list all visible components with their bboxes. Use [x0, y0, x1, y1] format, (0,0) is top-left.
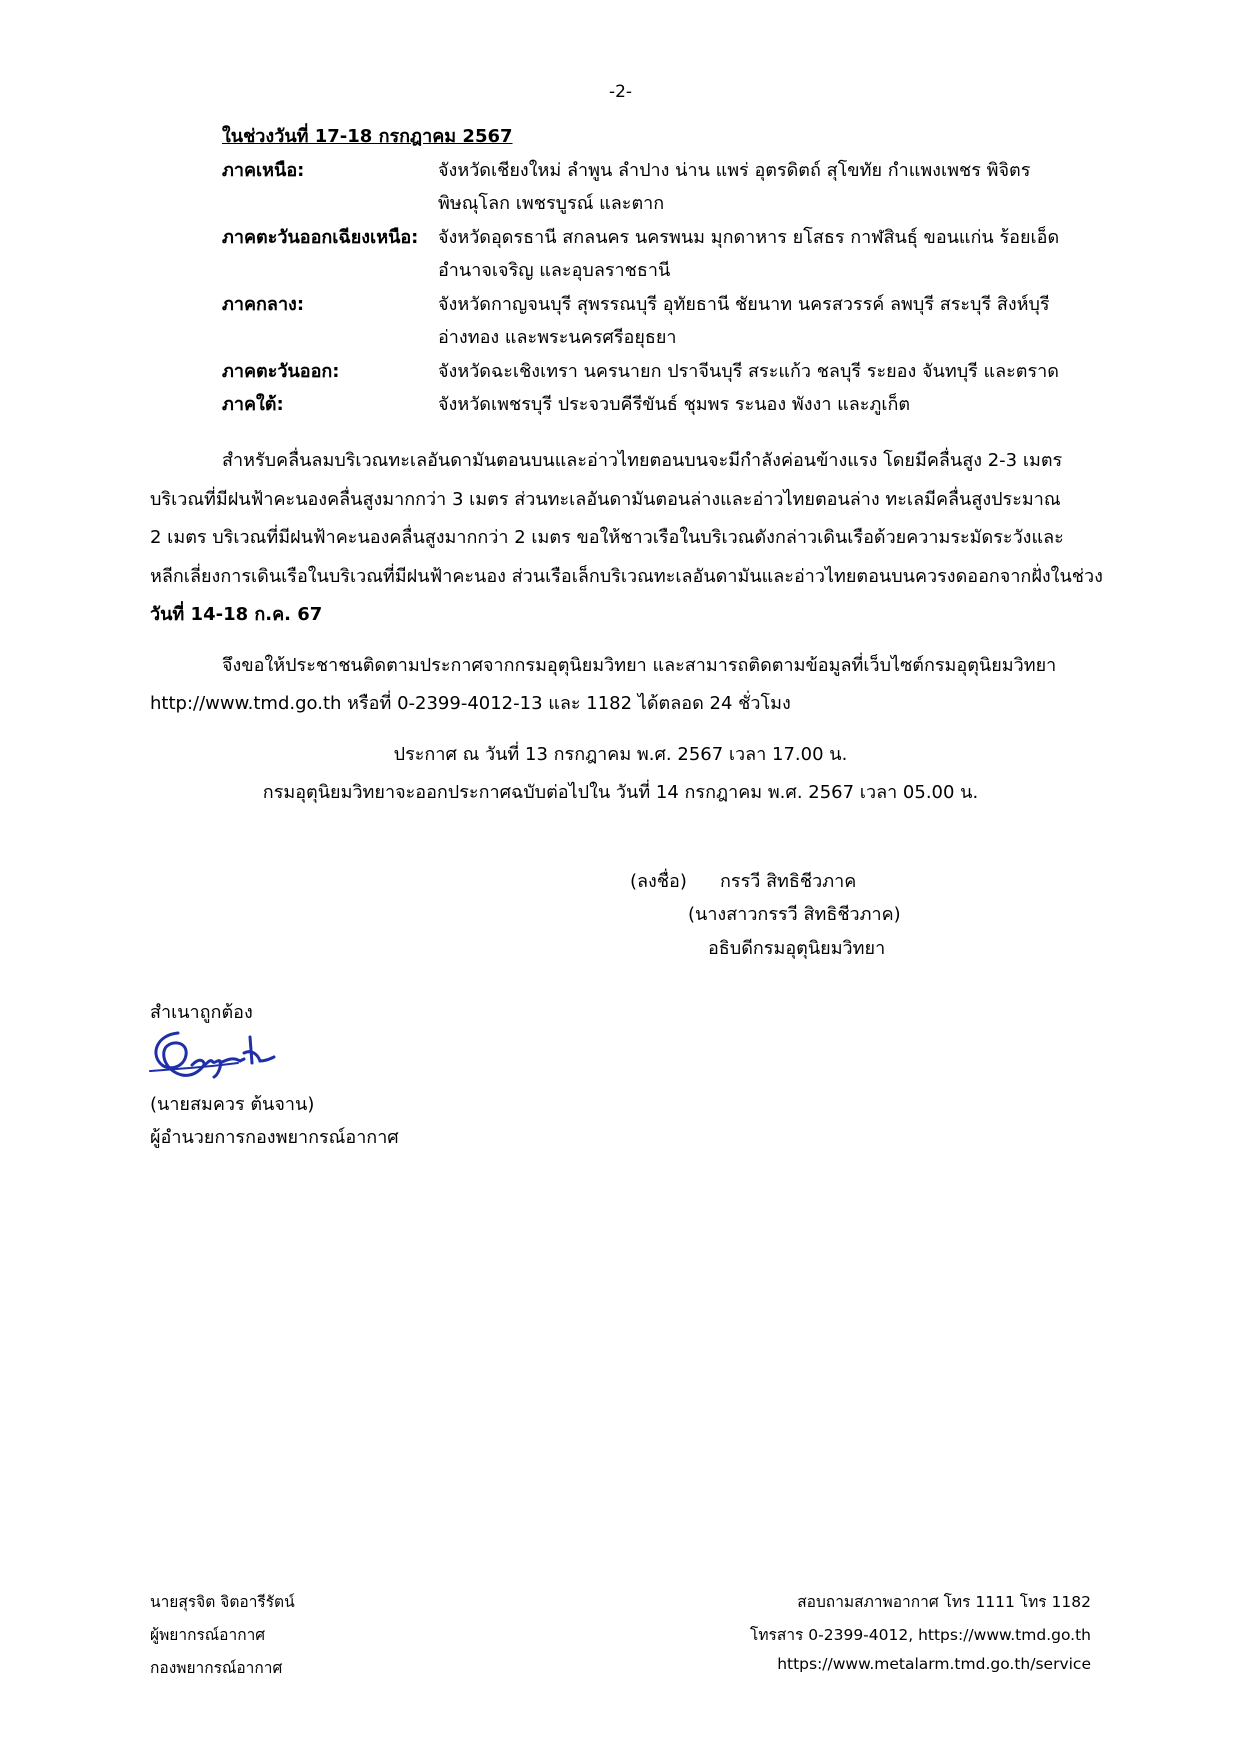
handwritten-signature	[148, 1025, 278, 1085]
region-central-line-2: อ่างทอง และพระนครศรีอยุธยา	[438, 327, 677, 348]
footer-forecaster-name: นายสุรจิต จิตอารีรัตน์	[150, 1593, 295, 1611]
follow-paragraph-line-1: จึงขอให้ประชาชนติดตามประกาศจากกรมอุตุนิยมวิทยา และสามารถติดตามข้อมูลที่เว็บไซต์กรมอุตุนิยมวิทยา	[222, 655, 1057, 676]
region-south-line-1: จังหวัดเพชรบุรี ประจวบคีรีขันธ์ ชุมพร ระนอง พังงา และภูเก็ต	[438, 394, 911, 415]
footer-division: กองพยากรณ์อากาศ	[150, 1659, 283, 1677]
footer-forecaster-title: ผู้พยากรณ์อากาศ	[150, 1626, 266, 1644]
region-north-line-1: จังหวัดเชียงใหม่ ลำพูน ลำปาง น่าน แพร่ อุตรดิตถ์ สุโขทัย กำแพงเพชร พิจิตร	[438, 160, 1031, 181]
wave-paragraph-line-2: บริเวณที่มีฝนฟ้าคะนองคลื่นสูงมากกว่า 3 เมตร ส่วนทะเลอันดามันตอนล่างและอ่าวไทยตอนล่าง ทะเลมีคลื่นสูงประมาณ	[150, 489, 1061, 510]
region-northeast-line-1: จังหวัดอุดรธานี สกลนคร นครพนม มุกดาหาร ยโสธร กาฬสินธุ์ ขอนแก่น ร้อยเอ็ด	[438, 227, 1060, 248]
region-northeast-line-2: อำนาจเจริญ และอุบลราชธานี	[438, 260, 671, 281]
copy-certified-name: (นายสมควร ต้นจาน)	[150, 1094, 315, 1115]
announcement-date: ประกาศ ณ วันที่ 13 กรกฎาคม พ.ศ. 2567 เวลา 17.00 น.	[393, 744, 848, 765]
region-northeast-name: ภาคตะวันออกเฉียงเหนือ:	[222, 227, 419, 248]
follow-paragraph-line-2: http://www.tmd.go.th หรือที่ 0-2399-4012-13 และ 1182 ได้ตลอด 24 ชั่วโมง	[150, 693, 791, 714]
period-heading: ในช่วงวันที่ 17-18 กรกฎาคม 2567	[222, 126, 513, 147]
region-central-name: ภาคกลาง:	[222, 294, 305, 315]
signatory-full-name: (นางสาวกรรวี สิทธิชีวภาค)	[688, 904, 901, 925]
region-north-line-2: พิษณุโลก เพชรบูรณ์ และตาก	[438, 193, 665, 214]
wave-paragraph-line-4: หลีกเลี่ยงการเดินเรือในบริเวณที่มีฝนฟ้าคะนอง ส่วนเรือเล็กบริเวณทะเลอันดามันและอ่าวไทยตอนบนควรงดออกจากฝั่งในช่วง	[150, 566, 1103, 587]
wave-paragraph-line-1: สำหรับคลื่นลมบริเวณทะเลอันดามันตอนบนและอ่าวไทยตอนบนจะมีกำลังค่อนข้างแรง โดยมีคลื่นสูง 2-3 เมตร	[222, 450, 1063, 471]
wave-paragraph-bold-date: วันที่ 14-18 ก.ค. 67	[150, 604, 323, 625]
region-central-line-1: จังหวัดกาญจนบุรี สุพรรณบุรี อุทัยธานี ชัยนาท นครสวรรค์ ลพบุรี สระบุรี สิงห์บุรี	[438, 294, 1050, 315]
footer-fax-website: โทรสาร 0-2399-4012, https://www.tmd.go.th	[750, 1626, 1091, 1644]
copy-certified-position: ผู้อำนวยการกองพยากรณ์อากาศ	[150, 1127, 399, 1148]
signed-name: กรรวี สิทธิชีวภาค	[720, 871, 857, 892]
footer-metalarm-link[interactable]: https://www.metalarm.tmd.go.th/service	[777, 1655, 1091, 1673]
region-east-name: ภาคตะวันออก:	[222, 361, 340, 382]
wave-paragraph-line-3: 2 เมตร บริเวณที่มีฝนฟ้าคะนองคลื่นสูงมากกว่า 2 เมตร ขอให้ชาวเรือในบริเวณดังกล่าวเดินเรือด้วยความระมัดระวังและ	[150, 527, 1064, 548]
region-east-line-1: จังหวัดฉะเชิงเทรา นครนายก ปราจีนบุรี สระแก้ว ชลบุรี ระยอง จันทบุรี และตราด	[438, 361, 1059, 382]
page-number: -2-	[608, 82, 633, 102]
footer-weather-hotline: สอบถามสภาพอากาศ โทร 1111 โทร 1182	[797, 1593, 1091, 1611]
next-announcement: กรมอุตุนิยมวิทยาจะออกประกาศฉบับต่อไปใน วันที่ 14 กรกฎาคม พ.ศ. 2567 เวลา 05.00 น.	[262, 782, 979, 803]
signed-label: (ลงชื่อ)	[630, 871, 687, 892]
region-north-name: ภาคเหนือ:	[222, 160, 305, 181]
region-south-name: ภาคใต้:	[222, 394, 284, 415]
copy-certified-label: สำเนาถูกต้อง	[150, 1002, 253, 1023]
signatory-position: อธิบดีกรมอุตุนิยมวิทยา	[708, 938, 886, 959]
